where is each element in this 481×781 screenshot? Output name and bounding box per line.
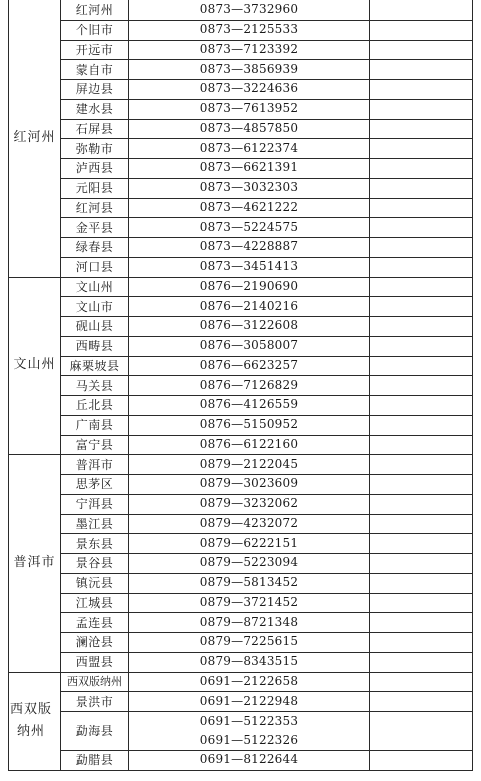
phone-cell [129, 0, 369, 20]
column-divider [60, 0, 61, 771]
remarks-cell [370, 691, 472, 711]
phone-number: 0873—6621391 [199, 160, 299, 175]
phone-number: 0691—5122353 [199, 713, 299, 728]
phone-number: 0879—8721348 [199, 614, 299, 629]
phone-cell [129, 415, 369, 435]
remarks-cell [370, 119, 472, 139]
phone-number: 0873—3224636 [199, 81, 299, 96]
remarks-cell [370, 553, 472, 573]
phone-number: 0873—3451413 [199, 259, 299, 274]
phone-number: 0879—5223094 [199, 555, 299, 570]
unit-name-cell: 麻栗坡县 [69, 358, 120, 373]
phone-cell [129, 553, 369, 573]
phone-number: 0873—4228887 [199, 239, 299, 254]
region-name-cell: 红河州 [13, 130, 56, 146]
phone-cell [129, 533, 369, 553]
unit-name-cell: 孟连县 [75, 615, 114, 630]
remarks-cell [370, 20, 472, 40]
unit-name-cell: 建水县 [75, 102, 114, 117]
unit-name-cell: 景谷县 [75, 556, 114, 571]
phone-cell [129, 198, 369, 218]
remarks-cell [370, 593, 472, 613]
remarks-cell [370, 711, 472, 750]
phone-number: 0873—3032303 [199, 180, 299, 195]
remarks-cell [370, 632, 472, 652]
phone-cell [129, 750, 369, 770]
phone-number: 0876—3058007 [199, 338, 299, 353]
phone-cell [129, 474, 369, 494]
phone-cell [129, 652, 369, 672]
remarks-cell [370, 178, 472, 198]
phone-number: 0873—6122374 [199, 140, 299, 155]
unit-name-cell: 文山州 [75, 279, 114, 294]
phone-cell [129, 514, 369, 534]
phone-cell [129, 395, 369, 415]
unit-name-cell: 富宁县 [75, 437, 114, 452]
phone-number: 0879—6222151 [199, 535, 299, 550]
phone-number: 0879—4232072 [199, 515, 299, 530]
phone-number: 0873—3732960 [199, 2, 299, 17]
phone-cell [129, 40, 369, 60]
remarks-cell [370, 198, 472, 218]
remarks-cell [370, 454, 472, 474]
phone-number: 0879—3023609 [199, 476, 299, 491]
phone-cell [129, 593, 369, 613]
remarks-cell [370, 672, 472, 692]
unit-name-cell: 丘北县 [75, 398, 114, 413]
unit-name-cell: 文山市 [75, 299, 114, 314]
unit-name-cell: 普洱市 [75, 457, 114, 472]
unit-name-cell: 广南县 [75, 418, 114, 433]
phone-cell [129, 632, 369, 652]
remarks-cell [370, 415, 472, 435]
region-name-cell: 文山州 [13, 357, 56, 373]
phone-number: 0876—6623257 [199, 357, 299, 372]
remarks-cell [370, 237, 472, 257]
unit-name-cell: 景洪市 [75, 694, 114, 709]
phone-cell [129, 316, 369, 336]
unit-name-cell: 马关县 [75, 378, 114, 393]
region-name-cell: 普洱市 [13, 554, 56, 570]
phone-cell [129, 277, 369, 297]
phone-number: 0876—2190690 [199, 278, 299, 293]
unit-name-cell: 江城县 [75, 595, 114, 610]
column-divider [128, 0, 129, 771]
remarks-cell [370, 336, 472, 356]
remarks-cell [370, 474, 472, 494]
unit-name-cell: 河口县 [75, 260, 114, 275]
remarks-cell [370, 257, 472, 277]
remarks-cell [370, 277, 472, 297]
phone-number: 0876—5150952 [199, 417, 299, 432]
unit-name-cell: 蒙自市 [75, 62, 114, 77]
phone-number: 0876—2140216 [199, 298, 299, 313]
unit-name-cell: 勐腊县 [75, 753, 114, 768]
remarks-cell [370, 0, 472, 20]
phone-cell [129, 356, 369, 376]
phone-cell [129, 217, 369, 237]
unit-name-cell: 开远市 [75, 42, 114, 57]
unit-name-cell: 金平县 [75, 220, 114, 235]
remarks-cell [370, 40, 472, 60]
unit-name-cell: 思茅区 [75, 477, 114, 492]
unit-name-cell: 砚山县 [75, 319, 114, 334]
column-divider [369, 0, 370, 771]
phone-cell [129, 99, 369, 119]
remarks-cell [370, 395, 472, 415]
phone-cell [129, 296, 369, 316]
remarks-cell [370, 435, 472, 455]
phone-cell [129, 138, 369, 158]
unit-name-cell: 镇沅县 [75, 576, 114, 591]
phone-number: 0876—6122160 [199, 436, 299, 451]
phone-number: 0879—3232062 [199, 496, 299, 511]
phone-cell [129, 612, 369, 632]
phone-cell [129, 79, 369, 99]
remarks-cell [370, 158, 472, 178]
phone-cell [129, 20, 369, 40]
remarks-cell [370, 514, 472, 534]
remarks-cell [370, 612, 472, 632]
unit-name-cell: 西盟县 [75, 655, 114, 670]
phone-number: 0873—2125533 [199, 22, 299, 37]
unit-name-cell: 红河州 [75, 3, 114, 18]
unit-name-cell: 景东县 [75, 536, 114, 551]
phone-cell [129, 375, 369, 395]
phone-cell [129, 573, 369, 593]
phone-number: 0873—7123392 [199, 41, 299, 56]
unit-name-cell: 澜沧县 [75, 635, 114, 650]
remarks-cell [370, 494, 472, 514]
remarks-cell [370, 375, 472, 395]
unit-name-cell: 个旧市 [75, 23, 114, 38]
unit-name-cell: 红河县 [75, 200, 114, 215]
unit-name-cell: 屏边县 [75, 82, 114, 97]
phone-cell [129, 711, 369, 750]
unit-name-cell: 勐海县 [75, 724, 114, 738]
remarks-cell [370, 217, 472, 237]
unit-name-cell: 石屏县 [75, 121, 114, 136]
phone-number: 0879—3721452 [199, 594, 299, 609]
phone-number: 0691—2122658 [199, 673, 299, 688]
phone-number: 0873—4621222 [199, 199, 299, 214]
unit-name-cell: 元阳县 [75, 181, 114, 196]
phone-cell [129, 336, 369, 356]
phone-number: 0879—8343515 [199, 654, 299, 669]
phone-number: 0876—3122608 [199, 318, 299, 333]
phone-cell [129, 672, 369, 692]
phone-number: 0873—7613952 [199, 101, 299, 116]
phone-number: 0873—5224575 [199, 219, 299, 234]
phone-cell [129, 435, 369, 455]
phone-number: 0879—2122045 [199, 456, 299, 471]
unit-name-cell: 墨江县 [75, 516, 114, 531]
unit-name-cell: 西双版纳州 [67, 675, 122, 689]
phone-cell [129, 178, 369, 198]
remarks-cell [370, 138, 472, 158]
remarks-cell [370, 652, 472, 672]
remarks-cell [370, 533, 472, 553]
remarks-cell [370, 316, 472, 336]
remarks-cell [370, 356, 472, 376]
unit-name-cell: 西畴县 [75, 339, 114, 354]
phone-cell [129, 237, 369, 257]
unit-name-cell: 宁洱县 [75, 497, 114, 512]
remarks-cell [370, 573, 472, 593]
phone-number: 0691—2122948 [199, 693, 299, 708]
column-divider [472, 0, 473, 771]
phone-cell [129, 119, 369, 139]
phone-cell [129, 257, 369, 277]
phone-cell [129, 158, 369, 178]
phone-number: 0876—7126829 [199, 377, 299, 392]
phone-cell [129, 454, 369, 474]
remarks-cell [370, 750, 472, 770]
row-divider [8, 770, 473, 771]
phone-number: 0691—5122326 [199, 732, 299, 747]
phone-number: 0873—4857850 [199, 120, 299, 135]
phone-cell [129, 691, 369, 711]
remarks-cell [370, 79, 472, 99]
phone-number: 0873—3856939 [199, 61, 299, 76]
phone-cell [129, 59, 369, 79]
phone-number: 0876—4126559 [199, 397, 299, 412]
remarks-cell [370, 59, 472, 79]
remarks-cell [370, 99, 472, 119]
phone-number: 0879—5813452 [199, 575, 299, 590]
remarks-cell [370, 296, 472, 316]
phone-number: 0879—7225615 [199, 634, 299, 649]
phone-cell [129, 494, 369, 514]
region-name-cell: 西双版纳州 [9, 701, 52, 739]
column-divider [8, 0, 9, 771]
phone-number: 0691—8122644 [199, 752, 299, 767]
unit-name-cell: 绿春县 [75, 240, 114, 255]
unit-name-cell: 弥勒市 [75, 141, 114, 156]
unit-name-cell: 泸西县 [75, 161, 114, 176]
